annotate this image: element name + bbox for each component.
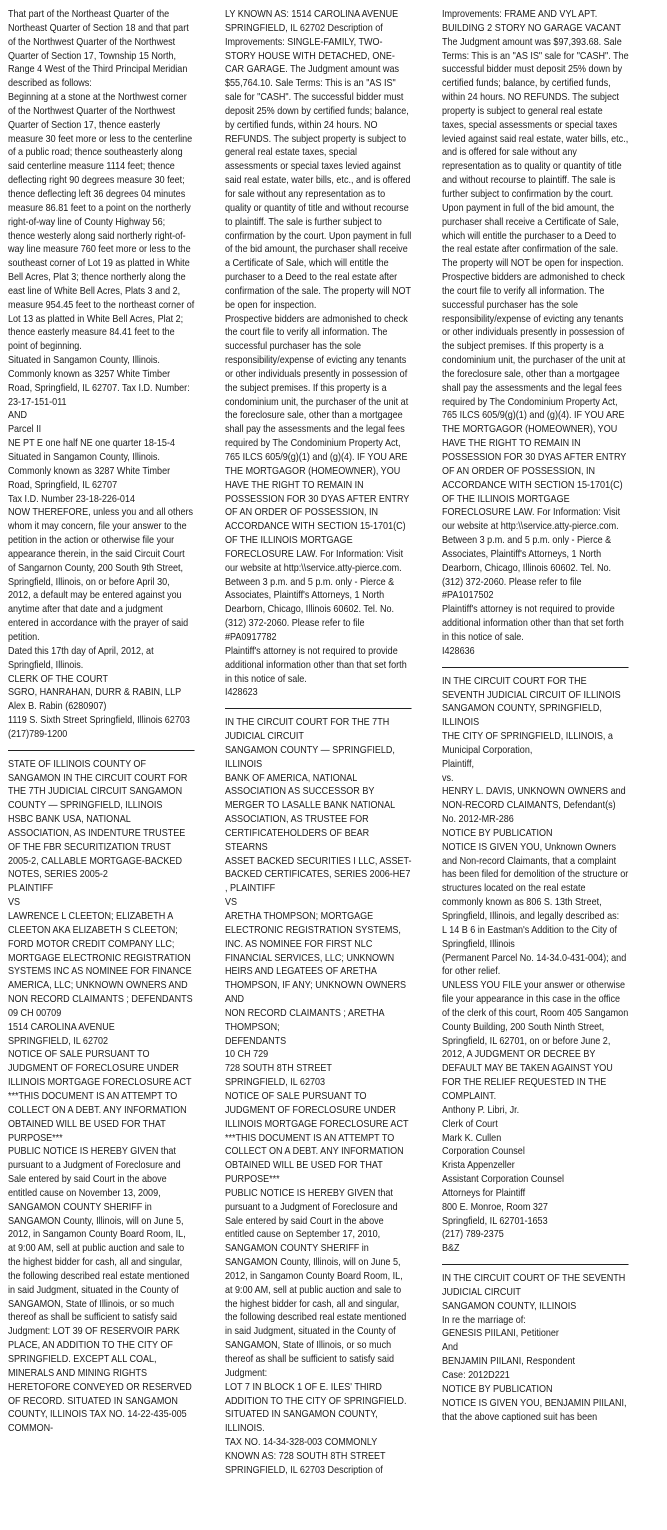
notice-bank-of-america-v-thompson [225,716,412,1477]
notice-divider [442,1264,629,1265]
column-2 [225,8,412,1530]
notice-city-of-springfield-v-davis [442,675,629,1256]
notice-hsbc-v-cleeton [8,758,195,1436]
notice-divider [225,708,412,709]
notice-text: That part of the Northeast Quarter of the Northeast Quarter of Section 18 and that part of the Northwest Quarter of the Northwest Quarter of Section 17, Township 15 North, Range 4 West of the Third Principal Meridian described as follows: Beginning at a stone at the Northwest corner of the Northwest Quarter of the Northwest Quarter of Section 17, thence easterly measure 30 feet more or less to the centerline of a public road; thence southeasterly along said centerline measure 1114 feet; thence deflecting right 90 degrees measure 30 feet; thence deflecting left 36 degrees 04 minutes measure 86.81 feet to a point on the northerly right-of-way line of County Highway 56; thence westerly along said northerly right-of-way line measure 760 feet more or less to the southeast corner of Lot 19 as platted in White Bell Acres, Plat 3; thence northerly along the east line of White Bell Acres, Plats 3 and 2, measure 954.45 feet to the northeast corner of Lot 13 as platted in White Bell Acres, Plat 2; thence easterly measure 84.41 feet to the point of beginning. Situated in Sangamon County, Illinois. Commonly known as 3257 White Timber Road, Springfield, IL 62707. Tax I.D. Number: 23-17-151-011 AND Parcel II NE PT E one half NE one quarter 18-15-4 Situated in Sangamon County, Illinois. Commonly known as 3287 White Timber Road, Springfield, IL 62707 Tax I.D. Number 23-18-226-014 NOW THEREFORE, unless you and all others whom it may concern, file your answer to the petition in the action or otherwise file your appearance therein, in the said Circuit Court of Sangarnon County, 200 South 9th Street, Springfield, Illinois, on or before April 30, 2012, a default may be entered against you anytime after that date and a judgment entered in accordance with the prayer of said petition. Dated this 17th day of April, 2012, at Springfield, Illinois. CLERK OF THE COURT SGRO, HANRAHAN, DURR & RABIN, LLP Alex B. Rabin (6280907) 1119 S. Sixth Street Springfield, Illinois 62703 (217)789-1200 [8,8,195,740]
notice-divider [442,667,629,668]
notice-text: IN THE CIRCUIT COURT OF THE SEVENTH JUDICIAL CIRCUIT SANGAMON COUNTY, ILLINOIS In re the marriage of: GENESIS PIILANI, Petitioner And BENJAMIN PIILANI, Respondent Case: 2012D221 NOTICE BY PUBLICATION NOTICE IS GIVEN YOU, BENJAMIN PIILANI, that the above captioned suit has been [442,1272,627,1423]
column-1 [8,8,195,1530]
notice-text: IN THE CIRCUIT COURT FOR THE SEVENTH JUDICIAL CIRCUIT OF ILLINOIS SANGAMON COUNTY, SPRINGFIELD, ILLINOIS THE CITY OF SPRINGFIELD, ILLINOIS, a Municipal Corporation, Plaintiff, vs. HENRY L. DAVIS, UNKNOWN OWNERS and NON-RECORD CLAIMANTS, Defendant(s) No. 2012-MR-286 NOTICE BY PUBLICATION NOTICE IS GIVEN YOU, Unknown Owners and Non-record Claimants, that a complaint has been filed for demolition of the structure or structures located on the real estate commonly known as 806 S. 13th Street, Springfield, Illinois, and legally described as: L 14 B 6 in Eastman's Addition to the City of Springfield, Illinois (Permanent Parcel No. 14-34.0-431-004); and for other relief. UNLESS YOU FILE your answer or otherwise file your appearance in this case in the office of the clerk of this court, Room 405 Sangamon County Building, 200 South Ninth Street, Springfield, IL 62701, on or before June 2, 2012, A JUDGMENT OR DECREE BY DEFAULT MAY BE TAKEN AGAINST YOU FOR THE RELIEF REQUESTED IN THE COMPLAINT. Anthony P. Libri, Jr. Clerk of Court Mark K. Cullen Corporation Counsel Krista Appenzeller Assistant Corporation Counsel Attorneys for Plaintiff 800 E. Monroe, Room 327 Springfield, IL 62701-1653 (217) 789-2375 B&Z [442,674,629,1255]
notice-text: Improvements: FRAME AND VYL APT. BUILDING 2 STORY NO GARAGE VACANT The Judgment amount was $97,393.68. Sale Terms: This is an "AS IS" sale for "CASH". The successful bidder must deposit 25% down by certified funds; balance, by certified funds, within 24 hours. NO REFUNDS. The subject property is subject to general real estate taxes, special assessments or special taxes levied against said real estate, water bills, etc., and is offered for sale without any representation as to quality or quantity of title and without recourse to plaintiff. The sale is further subject to confirmation by the court. Upon payment in full of the bid amount, the purchaser shall receive a Certificate of Sale, which will entitle the purchaser to a Deed to the real estate after confirmation of the sale. The property will NOT be open for inspection. Prospective bidders are admonished to check the court file to verify all information. The successful purchaser has the sole responsibility/expense of evicting any tenants or other individuals presently in possession of the subject premises. If this property is a condominium unit, the purchaser of the unit at the foreclosure sale, other than a mortgagee shall pay the assessments and the legal fees required by The Condominium Property Act, 765 ILCS 605/9(g)(1) and (g)(4). IF YOU ARE THE MORTGAGOR (HOMEOWNER), YOU HAVE THE RIGHT TO REMAIN IN POSSESSION FOR 30 DYAS AFTER ENTRY OF AN ORDER OF POSSESSION, IN ACCORDANCE WITH SECTION 15-1701(C) OF THE ILLINOIS MORTGAGE FORECLOSURE LAW. For Information: Visit our website at http:\\service.atty-pierce.com. Between 3 p.m. and 5 p.m. only - Pierce & Associates, Plaintiff's Attorneys, 1 North Dearborn, Chicago, Illinois 60602. Tel. No. (312) 372-2060. Please refer to file #PA1017502 Plaintiff's attorney is not required to provide additional information other than that set forth in this notice of sale. I428636 [442,8,629,657]
notice-text: STATE OF ILLINOIS COUNTY OF SANGAMON IN THE CIRCUIT COURT FOR THE 7TH JUDICIAL CIRCUIT SANGAMON COUNTY — SPRINGFIELD, ILLINOIS HSBC BANK USA, NATIONAL ASSOCIATION, AS INDENTURE TRUSTEE OF THE FBR SECURITIZATION TRUST 2005-2, CALLABLE MORTGAGE-BACKED NOTES, SERIES 2005-2 PLAINTIFF VS LAWRENCE L CLEETON; ELIZABETH A CLEETON AKA ELIZABETH S CLEETON; FORD MOTOR CREDIT COMPANY LLC; MORTGAGE ELECTRONIC REGISTRATION SYSTEMS INC AS NOMINEE FOR FINANCE AMERICA, LLC; UNKNOWN OWNERS AND NON RECORD CLAIMANTS ; DEFENDANTS 09 CH 00709 1514 CAROLINA AVENUE SPRINGFIELD, IL 62702 NOTICE OF SALE PURSUANT TO JUDGMENT OF FORECLOSURE UNDER ILLINOIS MORTGAGE FORECLOSURE ACT ***THIS DOCUMENT IS AN ATTEMPT TO COLLECT ON A DEBT. ANY INFORMATION OBTAINED WILL BE USED FOR THAT PURPOSE*** PUBLIC NOTICE IS HEREBY GIVEN that pursuant to a Judgment of Foreclosure and Sale entered by said Court in the above entitled cause on November 13, 2009, SANGAMON COUNTY SHERIFF in SANGAMON County, Illinois, will on June 5, 2012, in Sangamon County Board Room, IL, at 9:00 AM, sell at public auction and sale to the highest bidder for cash, all and singular, the following described real estate mentioned in said Judgment, situated in the County of SANGAMON, State of Illinois, or so much thereof as shall be sufficient to satisfy said Judgment: LOT 39 OF RESERVOIR PARK PLACE, AN ADDITION TO THE CITY OF SPRINGFIELD. EXCEPT ALL COAL, MINERALS AND MINING RIGHTS HERETOFORE CONVEYED OR RESERVED OF RECORD. SITUATED IN SANGAMON COUNTY, ILLINOIS TAX NO. 14-22-435-005 COMMON- [8,757,193,1435]
notice-text: IN THE CIRCUIT COURT FOR THE 7TH JUDICIAL CIRCUIT SANGAMON COUNTY — SPRINGFIELD, ILLINOIS BANK OF AMERICA, NATIONAL ASSOCIATION AS SUCCESSOR BY MERGER TO LASALLE BANK NATIONAL ASSOCIATION, AS TRUSTEE FOR CERTIFICATEHOLDERS OF BEAR STEARNS ASSET BACKED SECURITIES I LLC, ASSET-BACKED CERTIFICATES, SERIES 2006-HE7 , PLAINTIFF VS ARETHA THOMPSON; MORTGAGE ELECTRONIC REGISTRATION SYSTEMS, INC. AS NOMINEE FOR FIRST NLC FINANCIAL SERVICES, LLC; UNKNOWN HEIRS AND LEGATEES OF ARETHA THOMPSON, IF ANY; UNKNOWN OWNERS AND NON RECORD CLAIMANTS ; ARETHA THOMPSON; DEFENDANTS 10 CH 729 728 SOUTH 8TH STREET SPRINGFIELD, IL 62703 NOTICE OF SALE PURSUANT TO JUDGMENT OF FORECLOSURE UNDER ILLINOIS MORTGAGE FORECLOSURE ACT ***THIS DOCUMENT IS AN ATTEMPT TO COLLECT ON A DEBT. ANY INFORMATION OBTAINED WILL BE USED FOR THAT PURPOSE*** PUBLIC NOTICE IS HEREBY GIVEN that pursuant to a Judgment of Foreclosure and Sale entered by said Court in the above entitled cause on September 17, 2010, SANGAMON COUNTY SHERIFF in SANGAMON County, Illinois, will on June 5, 2012, in Sangamon County Board Room, IL, at 9:00 AM, sell at public auction and sale to the highest bidder for cash, all and singular, the following described real estate mentioned in said Judgment, situated in the County of SANGAMON, State of Illinois, or so much thereof as shall be sufficient to satisfy said Judgment: LOT 7 IN BLOCK 1 OF E. ILES' THIRD ADDITION TO THE CITY OF SPRINGFIELD. SITUATED IN SANGAMON COUNTY, ILLINOIS. TAX NO. 14-34-328-003 COMMONLY KNOWN AS: 728 SOUTH 8TH STREET SPRINGFIELD, IL 62703 Description of [225,716,412,1476]
notice-thompson-continued [442,8,629,659]
notice-parcel-description-continued [8,8,195,742]
notice-marriage-of-piilani [442,1272,629,1424]
notice-text: LY KNOWN AS: 1514 CAROLINA AVENUE SPRINGFIELD, IL 62702 Description of Improvements: SINGLE-FAMILY, TWO-STORY HOUSE WITH DETACHED, ONE-CAR GARAGE. The Judgment amount was $55,764.10. Sale Terms: This is an "AS IS" sale for "CASH". The successful bidder must deposit 25% down by certified funds; balance, by certified funds, within 24 hours. NO REFUNDS. The subject property is subject to general real estate taxes, special assessments or special taxes levied against said real estate, water bills, etc., and is offered for sale without any representation as to quality or quantity of title and without recourse to plaintiff. The sale is further subject to confirmation by the court. Upon payment in full of the bid amount, the purchaser shall receive a Certificate of Sale, which will entitle the purchaser to a Deed to the real estate after confirmation of the sale. The property will NOT be open for inspection. Prospective bidders are admonished to check the court file to verify all information. The successful purchaser has the sole responsibility/expense of evicting any tenants or other individuals presently in possession of the subject premises. If this property is a condominium unit, the purchaser of the unit at the foreclosure sale, other than a mortgagee shall pay the assessments and the legal fees required by The Condominium Property Act, 765 ILCS 605/9(g)(1) and (g)(4). IF YOU ARE THE MORTGAGOR (HOMEOWNER), YOU HAVE THE RIGHT TO REMAIN IN POSSESSION FOR 30 DYAS AFTER ENTRY OF AN ORDER OF POSSESSION, IN ACCORDANCE WITH SECTION 15-1701(C) OF THE ILLINOIS MORTGAGE FORECLOSURE LAW. For Information: Visit our website at http:\\service.atty-pierce.com. Between 3 p.m. and 5 p.m. only - Pierce & Associates, Plaintiff's Attorneys, 1 North Dearborn, Chicago, Illinois 60602. Tel. No. (312) 372-2060. Please refer to file #PA0917782 Plaintiff's attorney is not required to provide additional information other than that set forth in this notice of sale. I428623 [225,8,412,699]
notice-divider [8,750,195,751]
column-3 [442,8,629,1530]
notice-cleeton-continued [225,8,412,700]
